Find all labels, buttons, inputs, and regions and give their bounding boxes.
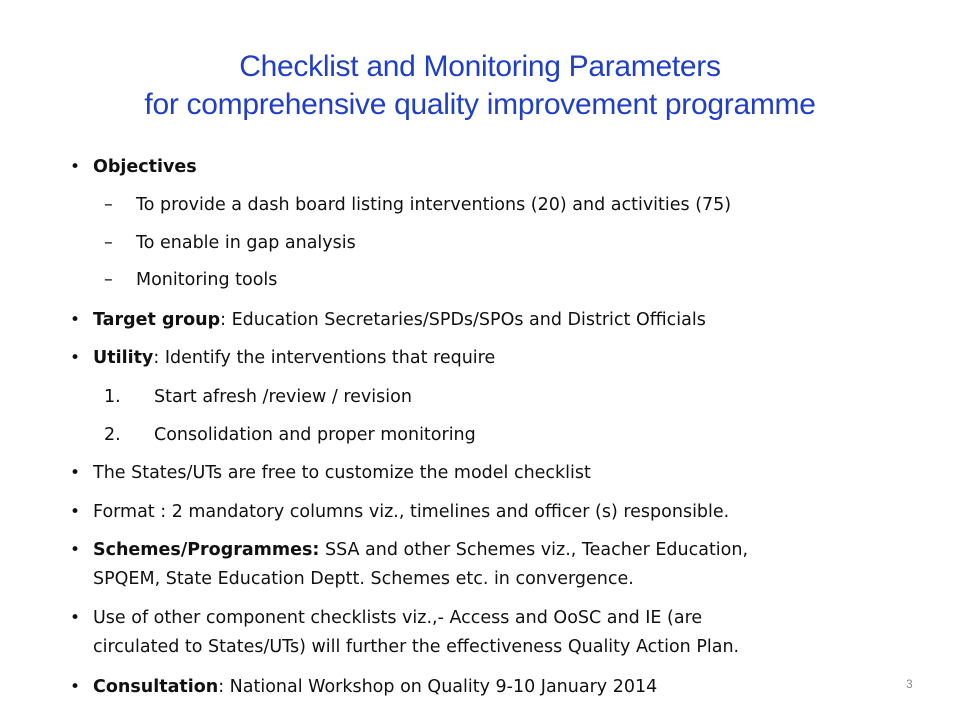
slide-title	[0, 48, 960, 124]
title-line-1: Checklist and Monitoring Parameters	[239, 50, 721, 83]
utility-text: : Identify the interventions that require	[153, 348, 496, 368]
dash-icon: –	[104, 233, 113, 253]
list-number: 1.	[104, 387, 121, 407]
schemes-line-2: SPQEM, State Education Deptt. Schemes etc. in convergence.	[93, 569, 634, 589]
utility-line	[93, 346, 495, 370]
format-line: Format : 2 mandatory columns viz., timelines and officer (s) responsible.	[93, 502, 730, 522]
bullet-icon: •	[70, 677, 81, 697]
consultation-line	[93, 675, 657, 699]
bullet-icon: •	[70, 310, 81, 330]
title-line-2: for comprehensive quality improvement programme	[144, 88, 816, 121]
page-number: 3	[906, 677, 913, 691]
checklists-line-2: circulated to States/UTs) will further the effectiveness Quality Action Plan.	[93, 637, 740, 657]
bullet-icon: •	[70, 540, 81, 560]
dash-icon: –	[104, 195, 113, 215]
utility-label: Utility	[93, 348, 154, 368]
utility-item: Start afresh /review / revision	[154, 387, 412, 407]
list-number: 2.	[104, 425, 121, 445]
target-group-label: Target group	[93, 310, 221, 330]
bullet-icon: •	[70, 502, 81, 522]
checklists-line-1: Use of other component checklists viz.,- Access and OoSC and IE (are	[93, 608, 703, 628]
objective-item: Monitoring tools	[136, 270, 278, 290]
dash-icon: –	[104, 270, 113, 290]
utility-item: Consolidation and proper monitoring	[154, 425, 476, 445]
objectives-heading: Objectives	[93, 157, 197, 177]
target-group-text: : Education Secretaries/SPDs/SPOs and District Officials	[220, 310, 706, 330]
bullet-icon: •	[70, 348, 81, 368]
schemes-line-1	[93, 538, 748, 562]
schemes-label: Schemes/Programmes:	[93, 540, 320, 560]
objective-item: To enable in gap analysis	[136, 233, 356, 253]
bullet-icon: •	[70, 157, 81, 177]
states-free-line: The States/UTs are free to customize the model checklist	[93, 463, 591, 483]
schemes-text: SSA and other Schemes viz., Teacher Education,	[319, 540, 749, 560]
objective-item: To provide a dash board listing interventions (20) and activities (75)	[136, 195, 732, 215]
consultation-label: Consultation	[93, 677, 219, 697]
target-group-line	[93, 308, 706, 332]
bullet-icon: •	[70, 608, 81, 628]
bullet-icon: •	[70, 463, 81, 483]
consultation-text: : National Workshop on Quality 9-10 January 2014	[218, 677, 658, 697]
